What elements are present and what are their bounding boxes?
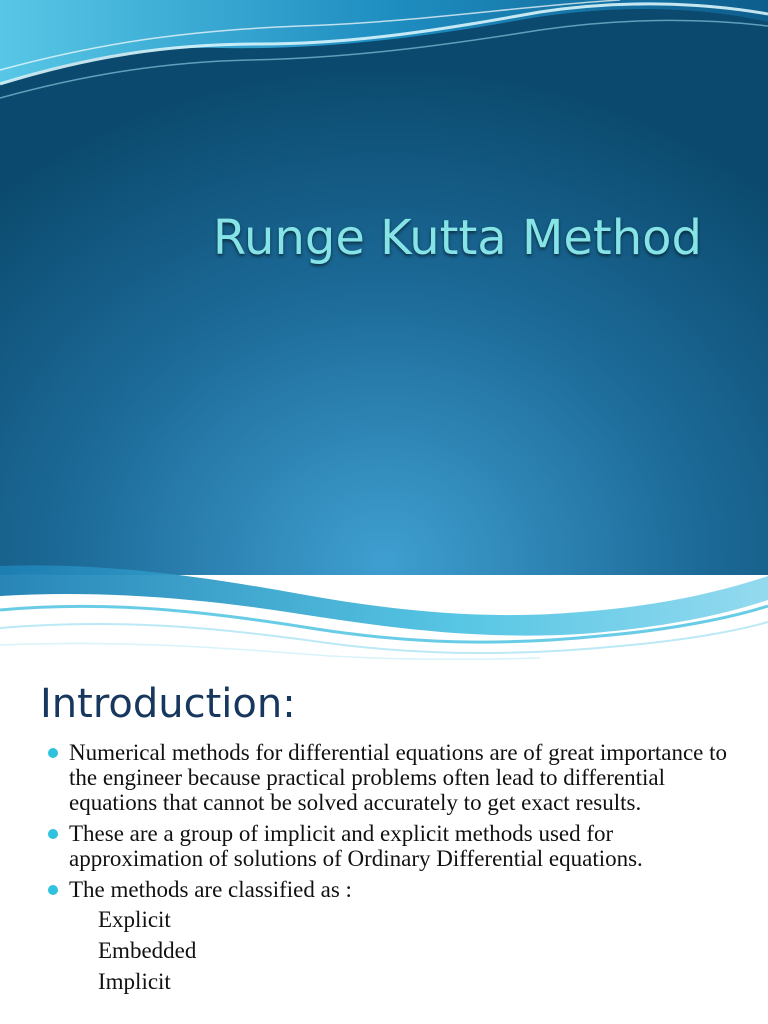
- sub-list-item: Implicit: [98, 969, 171, 994]
- bullet-dot-icon: [48, 829, 58, 839]
- bullet-dot-icon: [48, 885, 58, 895]
- slide-title: Runge Kutta Method: [212, 210, 702, 266]
- method-classification-list: [69, 904, 748, 997]
- bullet-text: These are a group of implicit and explicit methods used for approximation of solutions of Ordinary Differential equations.: [69, 821, 643, 871]
- list-item: [48, 740, 748, 815]
- bullet-text: The methods are classified as :: [69, 877, 352, 902]
- list-item: [48, 877, 748, 997]
- sub-list-item: Embedded: [98, 938, 197, 963]
- bullet-list: [48, 740, 748, 1003]
- sub-list-item: Explicit: [98, 907, 171, 932]
- bullet-dot-icon: [48, 748, 58, 758]
- bullet-text: Numerical methods for differential equations are of great importance to the engineer because practical problems often lead to differential equations that cannot be solved accurately to get exact results.: [69, 740, 728, 815]
- list-item: [48, 821, 748, 871]
- introduction-slide: [0, 660, 768, 1024]
- introduction-heading: Introduction:: [40, 681, 296, 727]
